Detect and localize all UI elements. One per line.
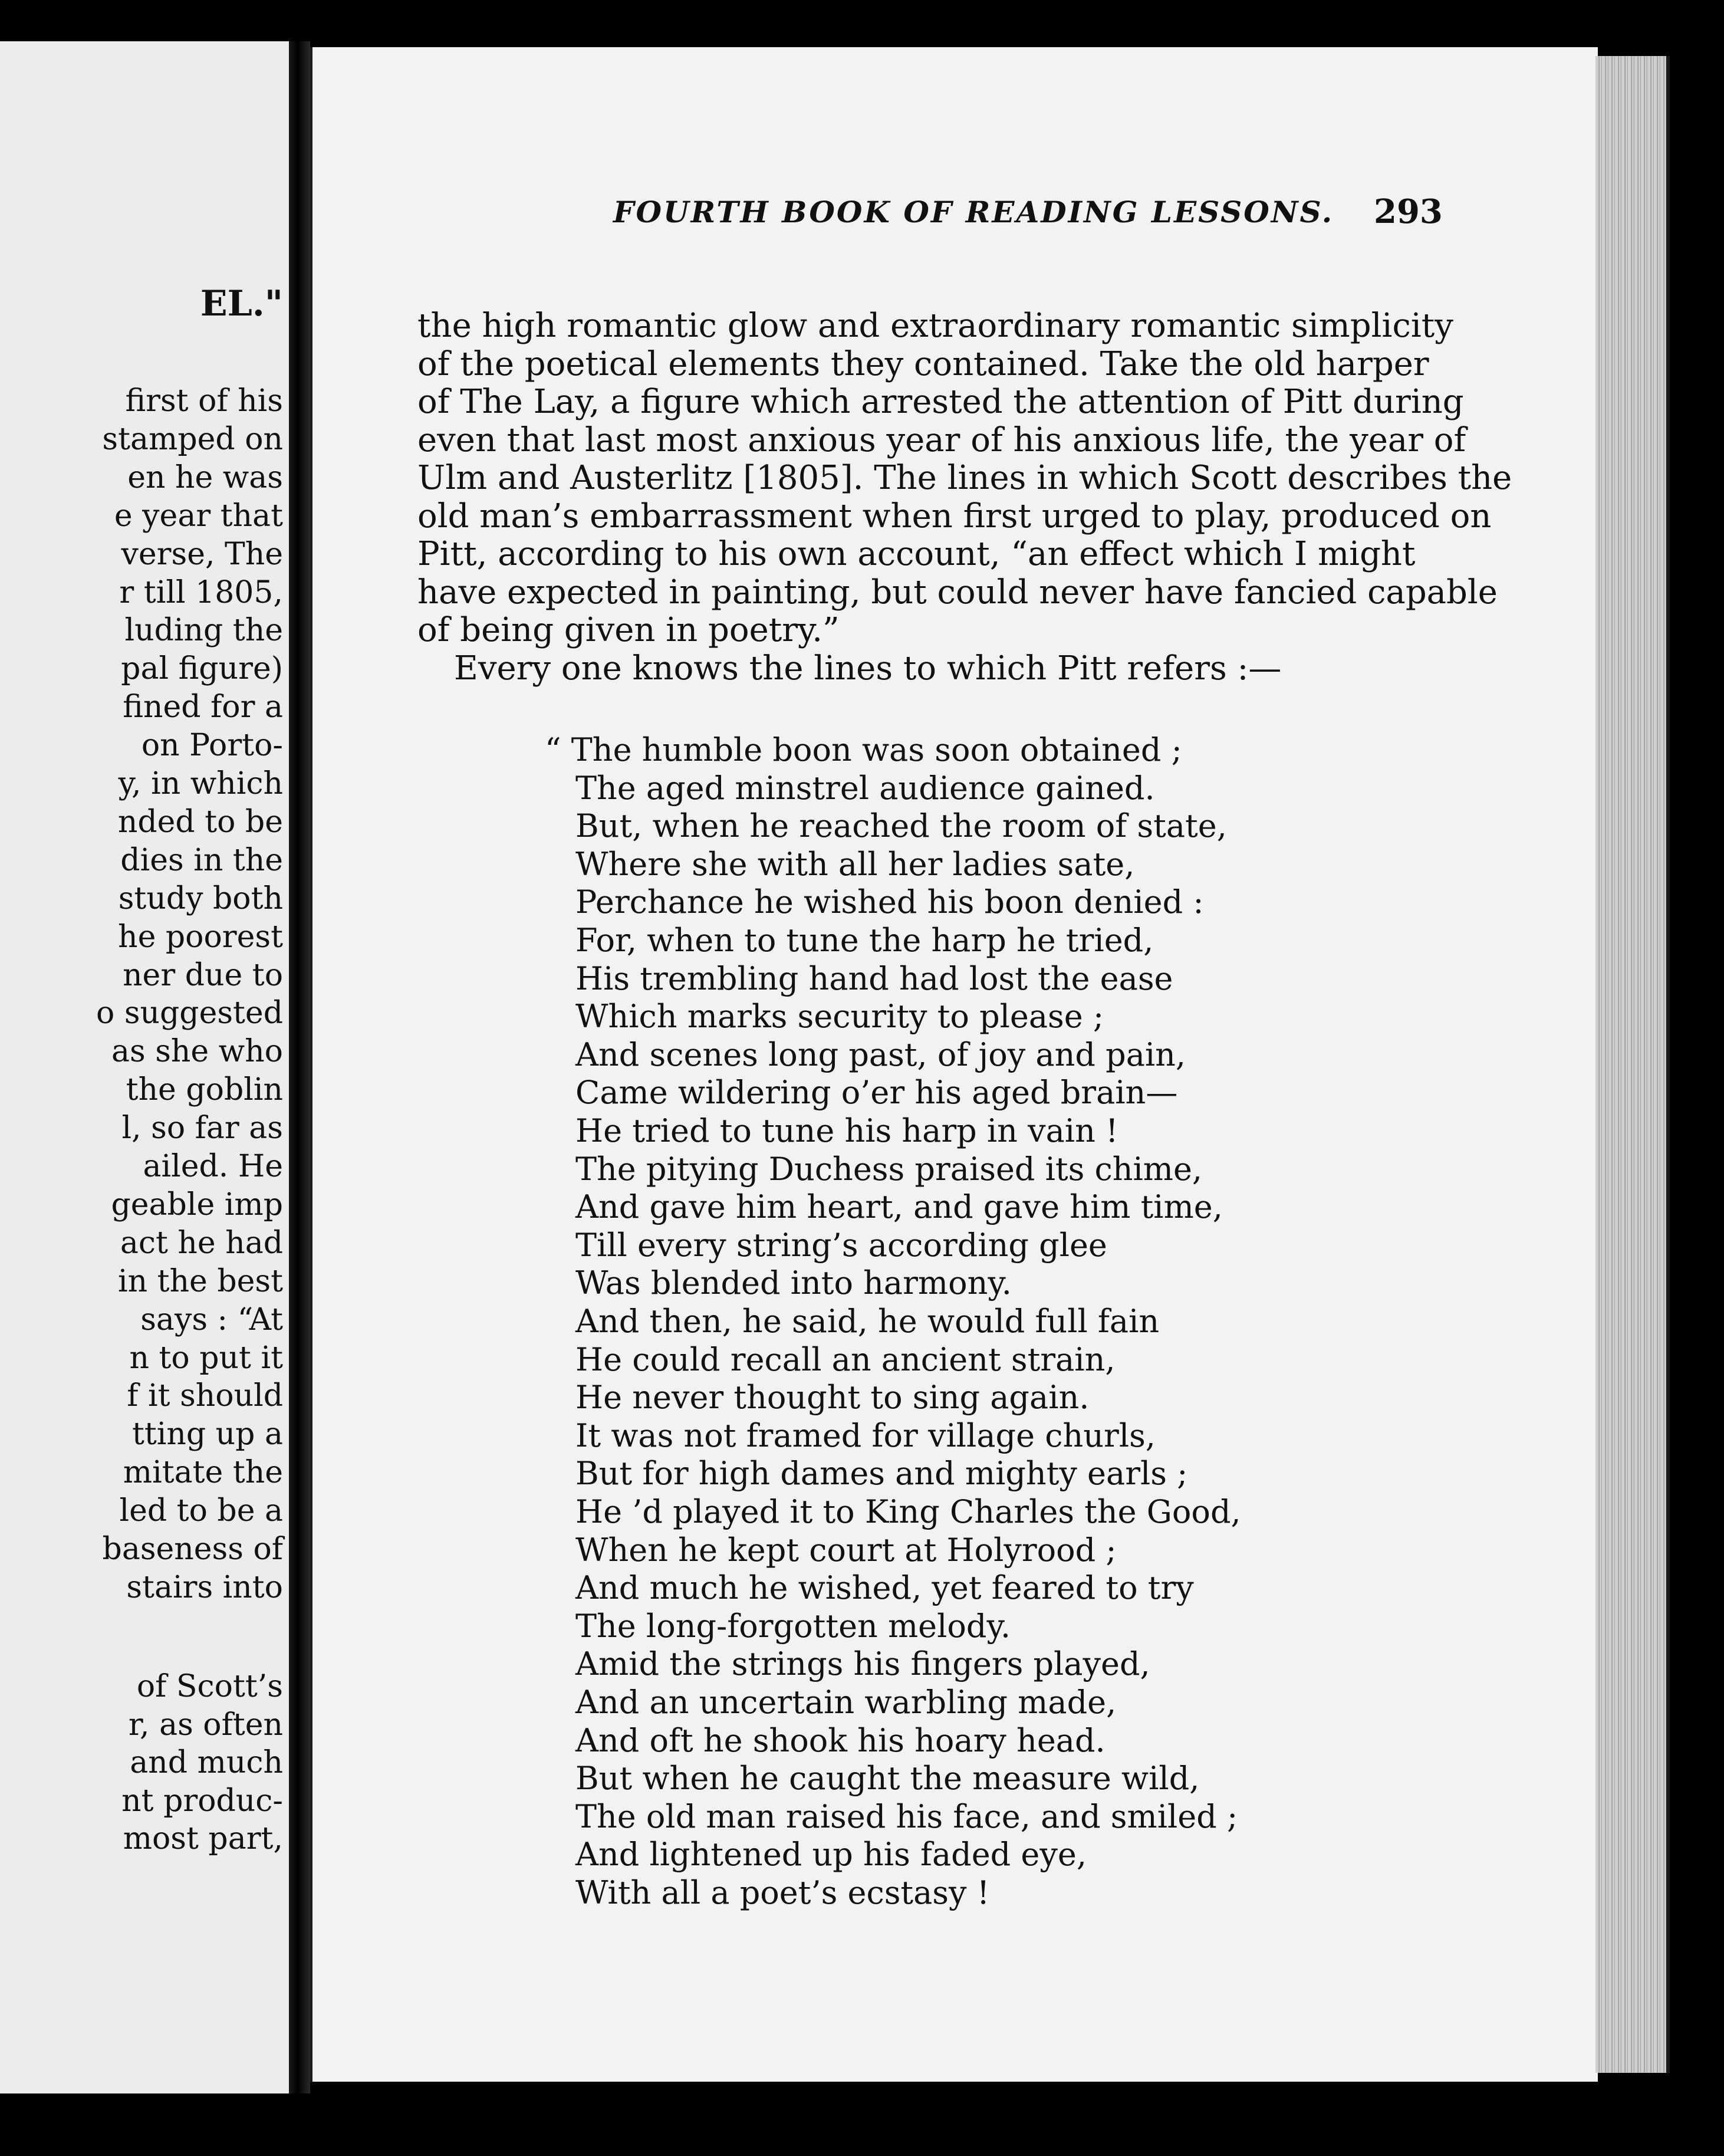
prose-line: of the poetical elements they contained. Take the old harper	[417, 344, 1429, 383]
verse-line: The long-forgotten melody.	[575, 1607, 1011, 1645]
prose-line: Pitt, according to his own account, “an effect which I might	[417, 535, 1416, 573]
book-gutter	[289, 41, 310, 2093]
verse-line: Where she with all her ladies sate,	[575, 845, 1135, 883]
verse-line: It was not framed for village churls,	[575, 1416, 1156, 1454]
previous-page-line: act he had	[120, 1225, 283, 1261]
verse-line: For, when to tune the harp he tried,	[575, 922, 1154, 959]
previous-page-line: r till 1805,	[119, 574, 283, 610]
previous-page-line: l, so far as	[121, 1110, 283, 1146]
previous-page-fragment	[0, 41, 289, 2093]
page	[310, 47, 1598, 2082]
verse-line: But, when he reached the room of state,	[575, 807, 1227, 845]
previous-page-line: ner due to	[123, 957, 283, 993]
prose-line: old man’s embarrassment when first urged to play, produced on	[417, 497, 1492, 535]
previous-page-line: the goblin	[126, 1072, 283, 1108]
previous-page-line: geable imp	[111, 1187, 283, 1222]
running-title: FOURTH BOOK OF READING LESSONS.	[613, 195, 1334, 229]
previous-page-line: of Scott’s	[136, 1669, 283, 1704]
previous-page-line: mitate the	[123, 1455, 283, 1491]
verse-line: He ’d played it to King Charles the Good,	[575, 1493, 1241, 1530]
verse-line: And much he wished, yet feared to try	[575, 1569, 1194, 1607]
previous-page-line: baseness of	[102, 1531, 283, 1567]
verse-line: And an uncertain warbling made,	[575, 1684, 1117, 1721]
verse-line: But for high dames and mighty earls ;	[575, 1455, 1188, 1493]
previous-page-line: verse, The	[121, 536, 283, 572]
previous-page-line: f it should	[127, 1378, 283, 1414]
verse-line: And oft he shook his hoary head.	[575, 1721, 1106, 1759]
previous-page-line: nded to be	[117, 804, 283, 840]
verse-line: And gave him heart, and gave him time,	[575, 1188, 1223, 1226]
verse-line: Came wildering o’er his aged brain—	[575, 1074, 1178, 1112]
verse-line: Which marks security to please ;	[575, 998, 1104, 1036]
page-header	[312, 192, 1598, 242]
prose-line: of being given in poetry.”	[417, 611, 840, 649]
previous-page-line: en he was	[127, 459, 283, 495]
verse-line: And scenes long past, of joy and pain,	[575, 1036, 1186, 1073]
previous-page-line: e year that	[114, 498, 283, 534]
verse-line: Amid the strings his fingers played,	[575, 1645, 1150, 1683]
verse-line: With all a poet’s ecstasy !	[575, 1874, 990, 1911]
verse-line: Was blended into harmony.	[575, 1264, 1012, 1302]
verse-line: He could recall an ancient strain,	[575, 1340, 1116, 1378]
previous-page-line: stairs into	[126, 1569, 283, 1605]
previous-page-line: first of his	[125, 383, 283, 419]
verse-line: When he kept court at Holyrood ;	[575, 1531, 1117, 1569]
prose-line: even that last most anxious year of his anxious life, the year of	[417, 420, 1466, 459]
previous-page-line: he poorest	[118, 919, 283, 955]
verse-line: But when he caught the measure wild,	[575, 1760, 1200, 1797]
previous-page-line: r, as often	[128, 1707, 283, 1743]
previous-page-line: dies in the	[120, 842, 283, 878]
verse-line: And lightened up his faded eye,	[575, 1836, 1087, 1874]
verse-line: His trembling hand had lost the ease	[575, 959, 1173, 997]
page-number: 293	[1374, 192, 1443, 231]
prose-line: the high romantic glow and extraordinary romantic simplicity	[417, 307, 1453, 345]
previous-page-line: tting up a	[131, 1416, 283, 1452]
previous-page-line: as she who	[111, 1034, 283, 1070]
verse-line: The aged minstrel audience gained.	[575, 769, 1155, 807]
verse-line: He never thought to sing again.	[575, 1379, 1090, 1416]
verse-line: The old man raised his face, and smiled ;	[575, 1797, 1238, 1835]
prose-line: Ulm and Austerlitz [1805]. The lines in which Scott describes the	[417, 459, 1512, 497]
previous-page-line: luding the	[124, 613, 283, 649]
verse-line: Till every string’s according glee	[575, 1226, 1107, 1264]
prose-line: of The Lay, a figure which arrested the attention of Pitt during	[417, 383, 1464, 421]
page-edges	[1595, 56, 1670, 2073]
previous-page-line: ailed. He	[143, 1149, 283, 1184]
previous-page-line: and much	[130, 1745, 283, 1780]
previous-page-line: led to be a	[119, 1493, 283, 1529]
previous-page-line: study both	[118, 880, 283, 916]
previous-page-line: fined for a	[123, 689, 283, 725]
previous-page-line: o suggested	[96, 995, 283, 1031]
previous-page-heading-fragment: EL."	[200, 283, 283, 324]
previous-page-line: pal figure)	[121, 651, 283, 687]
verse-line: And then, he said, he would full fain	[575, 1303, 1160, 1340]
verse-line: He tried to tune his harp in vain !	[575, 1112, 1118, 1149]
previous-page-line: n to put it	[129, 1340, 283, 1376]
previous-page-line: on Porto-	[141, 728, 283, 764]
verse-line: The pitying Duchess praised its chime,	[575, 1150, 1203, 1188]
previous-page-line: stamped on	[102, 421, 283, 457]
verse-line: “ The humble boon was soon obtained ;	[545, 731, 1182, 768]
prose-line: have expected in painting, but could never have fancied capable	[417, 573, 1498, 612]
prose-line: Every one knows the lines to which Pitt refers :—	[454, 649, 1282, 688]
previous-page-line: nt produc-	[121, 1783, 283, 1819]
verse-line: Perchance he wished his boon denied :	[575, 883, 1204, 921]
previous-page-line: in the best	[118, 1263, 283, 1299]
previous-page-line: y, in which	[118, 766, 283, 801]
previous-page-line: most part,	[123, 1821, 283, 1856]
previous-page-line: says : “At	[140, 1302, 283, 1337]
